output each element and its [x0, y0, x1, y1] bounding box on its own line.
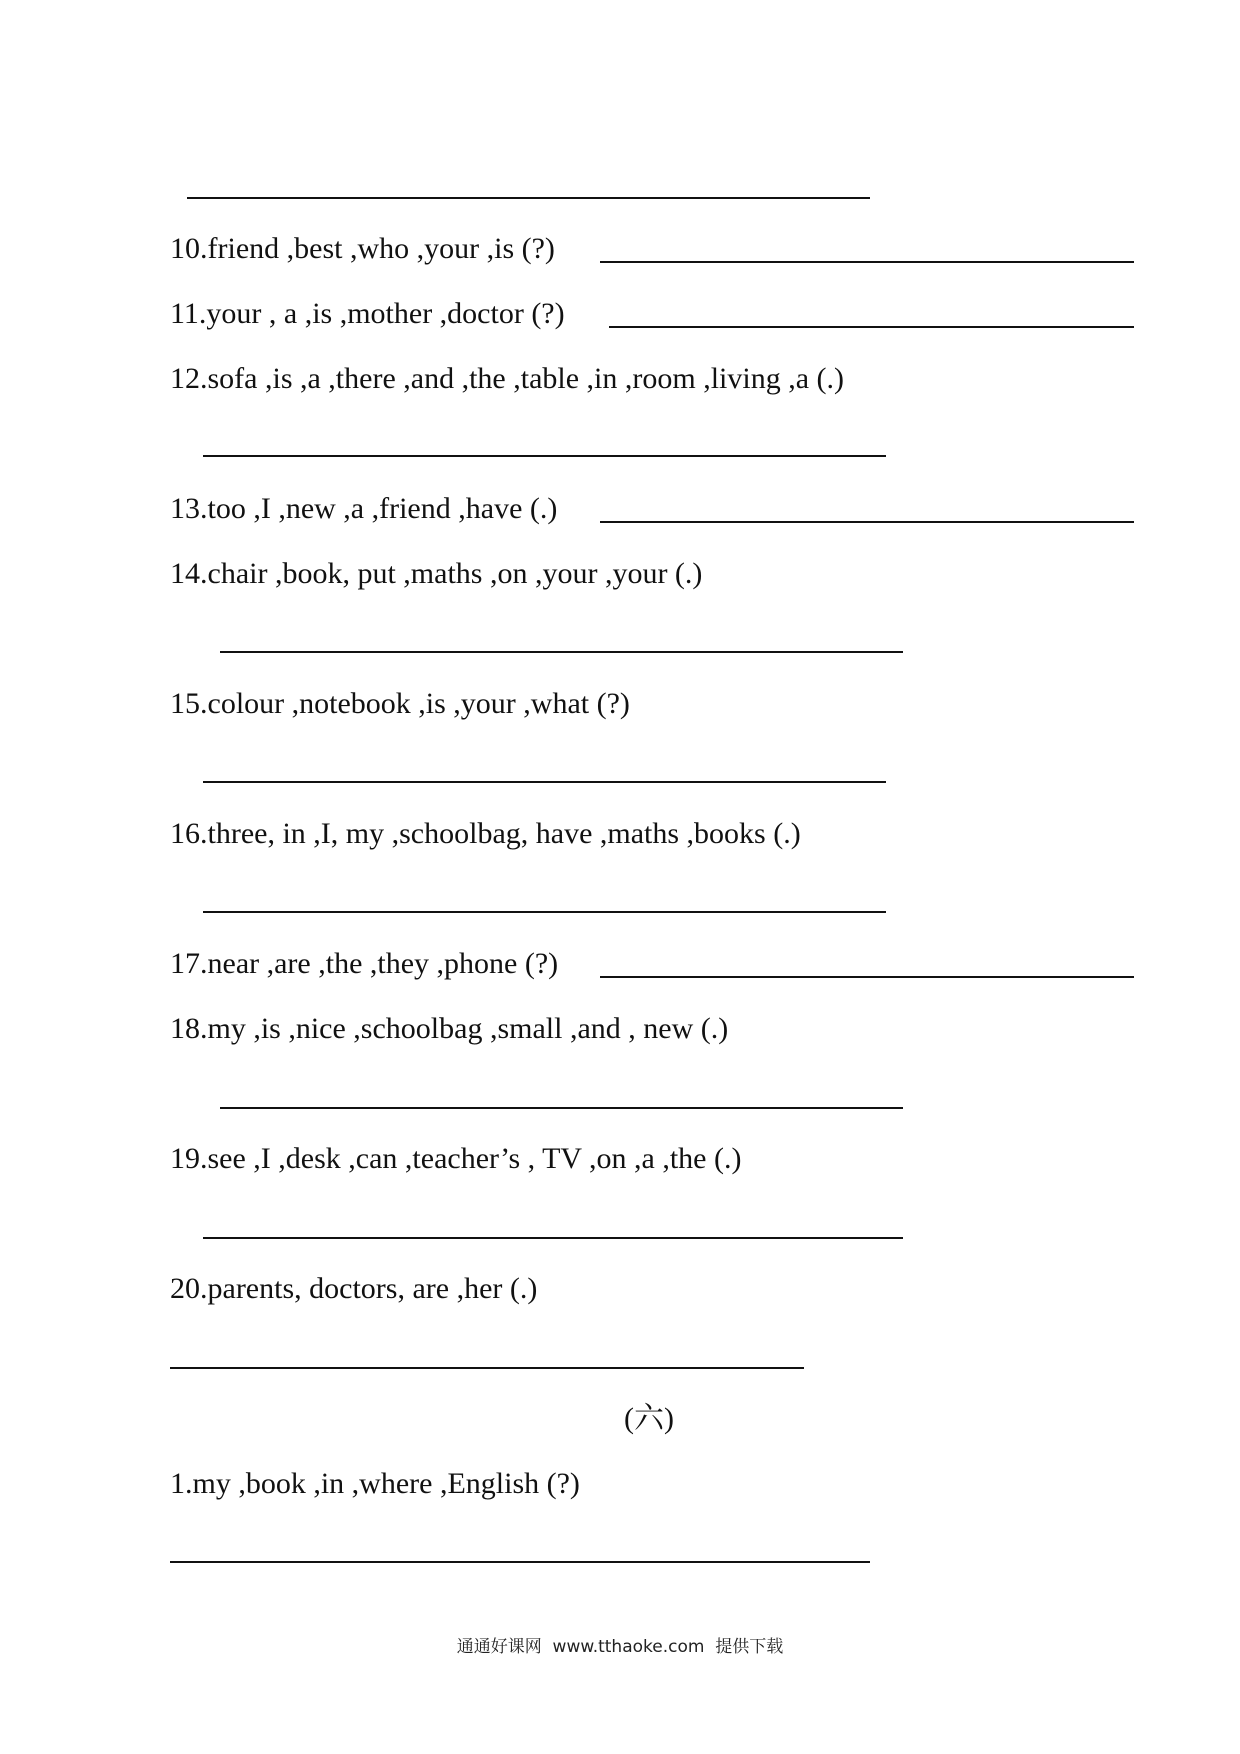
answer-line-20[interactable]: [170, 1367, 804, 1369]
answer-line-16[interactable]: [203, 911, 886, 913]
answer-line-section-1[interactable]: [170, 1561, 870, 1563]
answer-line-17[interactable]: [600, 976, 1134, 978]
answer-line-10[interactable]: [600, 261, 1134, 263]
question-18: 18.my ,is ,nice ,schoolbag ,small ,and , new (.): [170, 1012, 729, 1045]
question-10: 10.friend ,best ,who ,your ,is (?): [170, 232, 555, 265]
answer-line[interactable]: [187, 197, 870, 199]
question-11: 11.your , a ,is ,mother ,doctor (?): [170, 297, 565, 330]
answer-line-12[interactable]: [203, 455, 886, 457]
answer-line-13[interactable]: [600, 521, 1134, 523]
answer-line-19[interactable]: [203, 1237, 903, 1239]
answer-line-15[interactable]: [203, 781, 886, 783]
question-14: 14.chair ,book, put ,maths ,on ,your ,your (.): [170, 557, 703, 590]
question-section-1: 1.my ,book ,in ,where ,English (?): [170, 1467, 580, 1500]
answer-line-11[interactable]: [609, 326, 1134, 328]
question-20: 20.parents, doctors, are ,her (.): [170, 1272, 538, 1305]
footer-credit: 通通好课网 www.tthaoke.com 提供下载: [456, 1637, 784, 1657]
answer-line-18[interactable]: [220, 1107, 903, 1109]
question-15: 15.colour ,notebook ,is ,your ,what (?): [170, 687, 630, 720]
question-17: 17.near ,are ,the ,they ,phone (?): [170, 947, 559, 980]
question-19: 19.see ,I ,desk ,can ,teacher’s , TV ,on ,a ,the (.): [170, 1142, 742, 1175]
answer-line-14[interactable]: [220, 651, 903, 653]
question-16: 16.three, in ,I, my ,schoolbag, have ,maths ,books (.): [170, 817, 801, 850]
question-13: 13.too ,I ,new ,a ,friend ,have (.): [170, 492, 558, 525]
section-heading: (六): [624, 1402, 674, 1435]
question-12: 12.sofa ,is ,a ,there ,and ,the ,table ,in ,room ,living ,a (.): [170, 362, 844, 395]
